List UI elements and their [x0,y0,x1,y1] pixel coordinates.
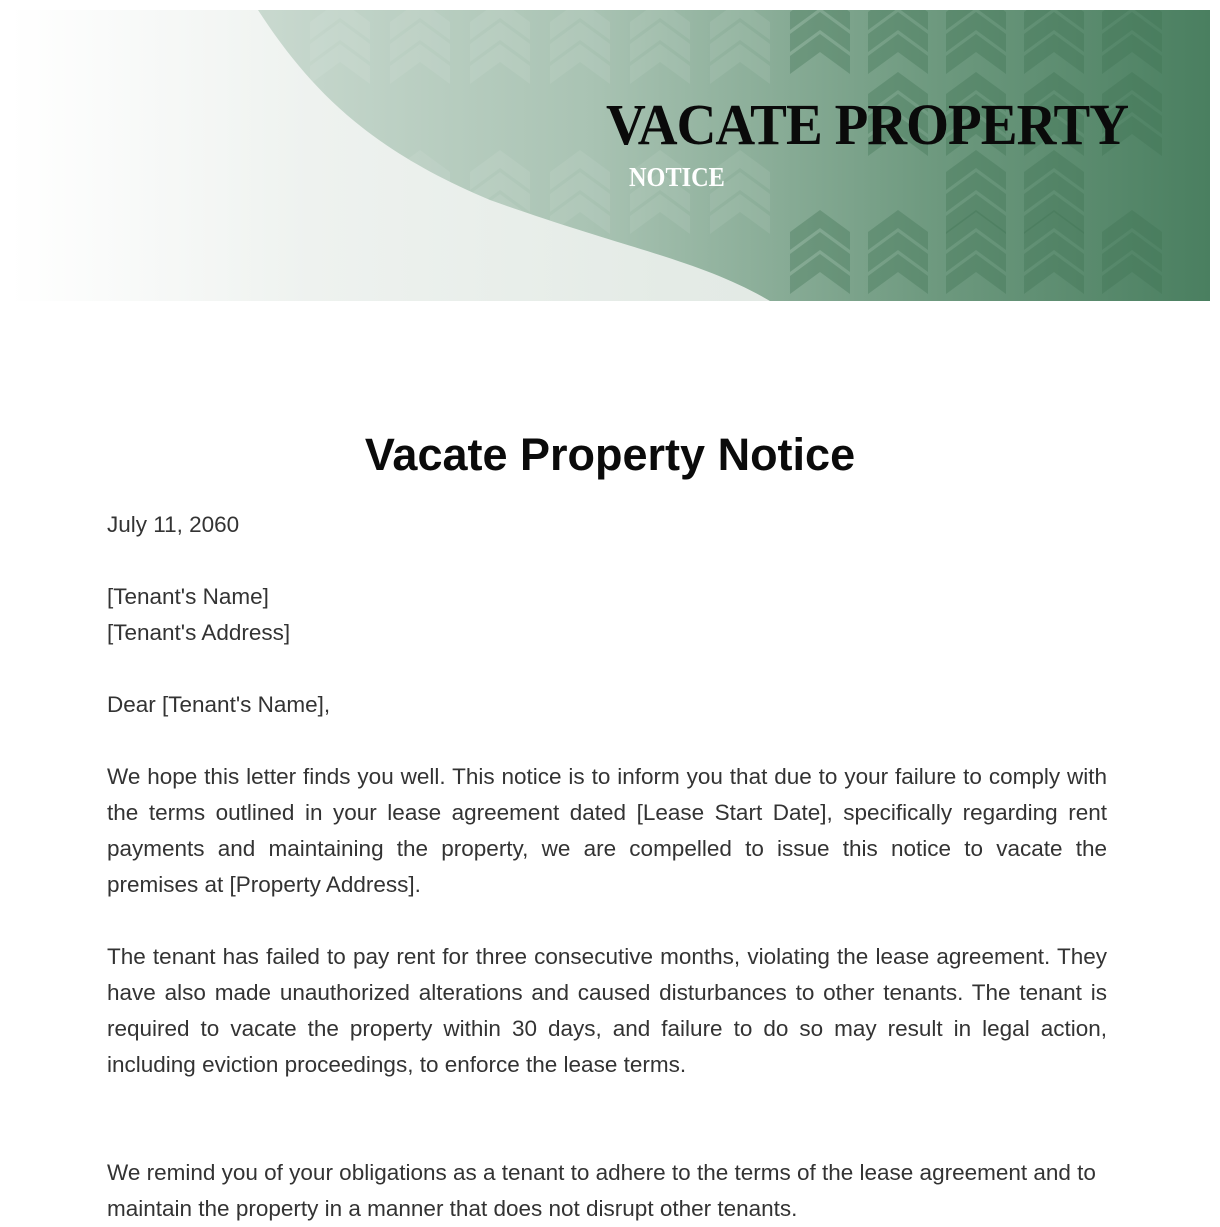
banner-subtitle: NOTICE [629,162,725,192]
salutation: Dear [Tenant's Name], [107,692,331,717]
document-title: Vacate Property Notice [364,429,856,480]
recipient-name: [Tenant's Name] [107,584,269,609]
paragraph-obligations: We remind you of your obligations as a tenant to adhere to the terms of the lease agreement and to maintain the property in a manner that does not disrupt other tenants. [107,1160,1096,1221]
recipient-address: [Tenant's Address] [107,620,291,645]
paragraph-notice-reason: We hope this letter finds you well. This notice is to inform you that due to your failure to comply with the terms outlined in your lease agreement dated [Lease Start Date], specifically regarding rent payments and maintaining the property, we are compelled to issue this notice to vacate the premises at [Property Address]. [107,764,1107,897]
paragraph-violations: The tenant has failed to pay rent for three consecutive months, violating the lease agreement. They have also made unauthorized alterations and caused disturbances to other tenants. The tenant is required to vacate the property within 30 days, and failure to do so may result in legal action, including eviction proceedings, to enforce the lease terms. [107,944,1107,1077]
header-banner [10,10,1210,301]
letter-date: July 11, 2060 [107,512,240,537]
banner-title: VACATE PROPERTY [606,92,1129,157]
